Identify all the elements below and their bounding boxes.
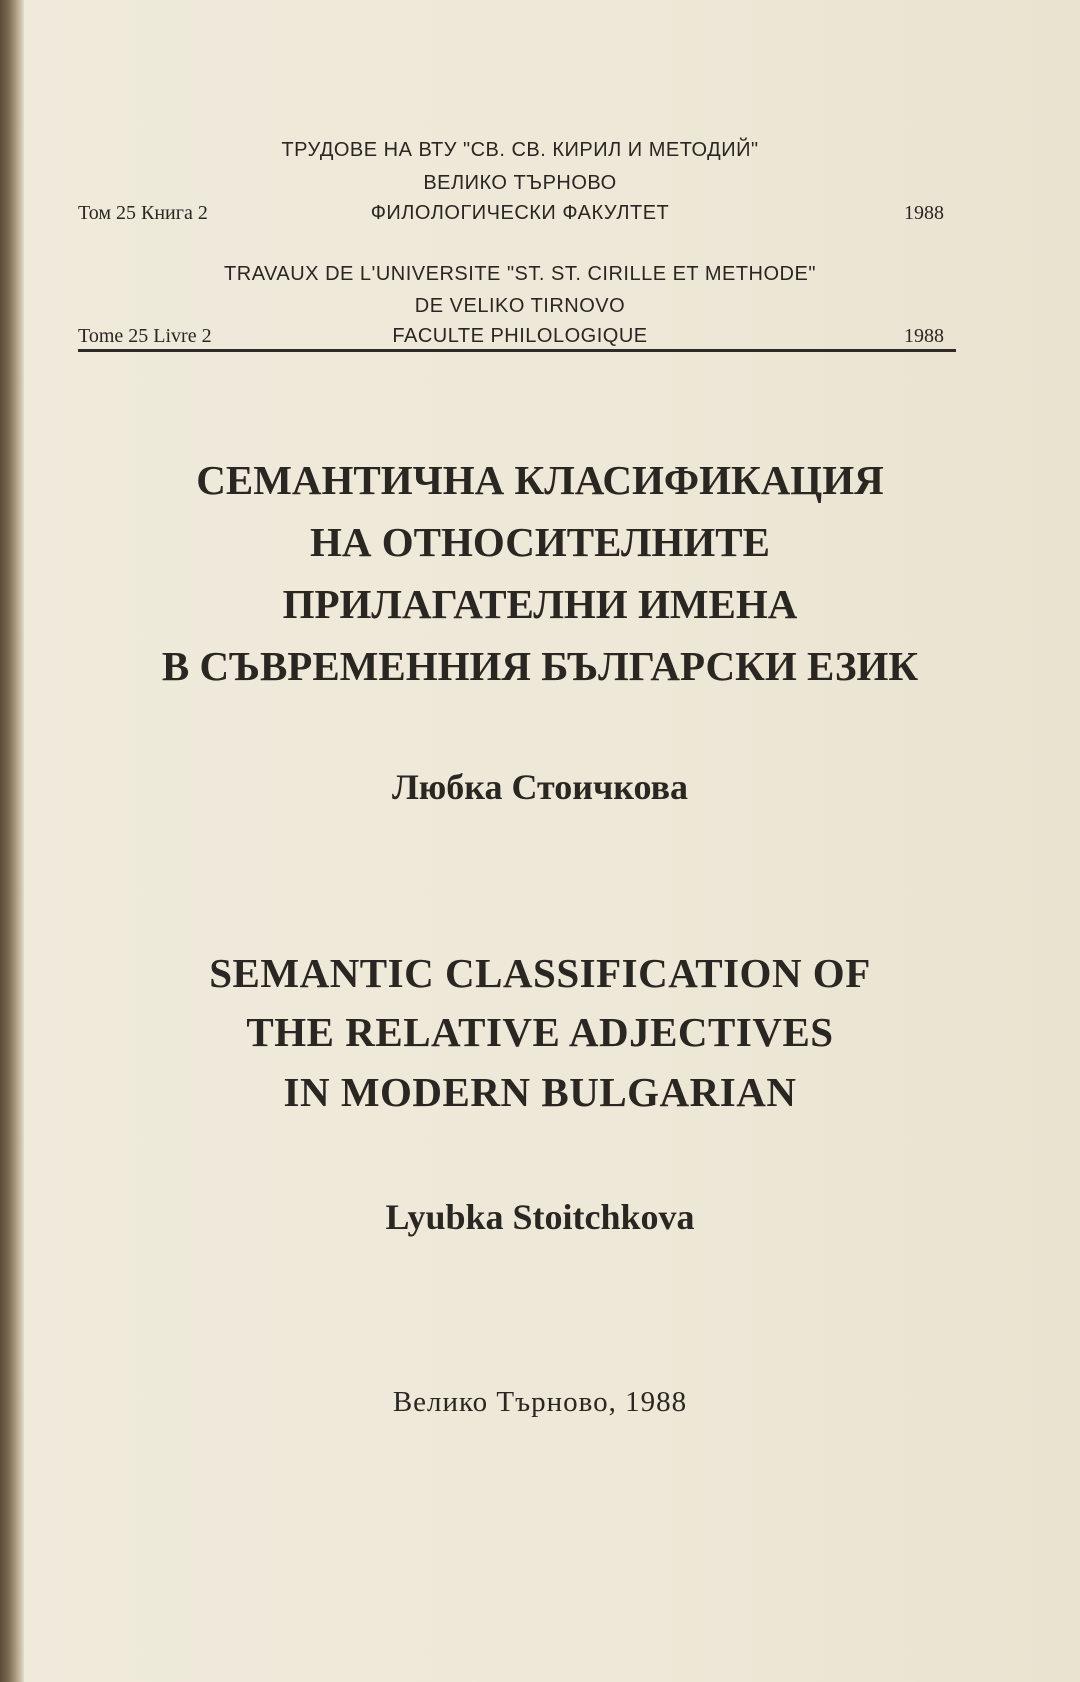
series-title-fr: TRAVAUX DE L'UNIVERSITE "ST. ST. CIRILLE ET METHODE" (224, 263, 816, 285)
series-city-fr: DE VELIKO TIRNOVO (414, 295, 626, 317)
volume-fr: Tome 25 Livre 2 (78, 325, 212, 347)
title-en-line-1: SEMANTIC CLASSIFICATION OF (209, 950, 871, 996)
title-bg-line-2: НА ОТНОСИТЕЛНИТЕ (310, 519, 770, 565)
year-fr: 1988 (904, 325, 944, 347)
volume-bg: Том 25 Книга 2 (78, 202, 208, 224)
imprint: Велико Търново, 1988 (392, 1386, 688, 1418)
title-en-line-3: IN MODERN BULGARIAN (283, 1069, 797, 1115)
header-divider (78, 349, 956, 352)
book-spine-shadow (0, 0, 24, 1682)
title-en-line-2: THE RELATIVE ADJECTIVES (246, 1009, 834, 1055)
title-bg-line-4: В СЪВРЕМЕННИЯ БЪЛГАРСКИ ЕЗИК (161, 643, 919, 689)
title-bg-line-1: СЕМАНТИЧНА КЛАСИФИКАЦИЯ (196, 457, 884, 503)
year-bg: 1988 (904, 202, 944, 224)
faculty-bg: ФИЛОЛОГИЧЕСКИ ФАКУЛТЕТ (370, 202, 670, 224)
author-en: Lyubka Stoitchkova (385, 1197, 695, 1237)
series-title-bg: ТРУДОВЕ НА ВТУ "СВ. СВ. КИРИЛ И МЕТОДИЙ" (281, 139, 759, 161)
faculty-fr: FACULTE PHILOLOGIQUE (392, 325, 648, 347)
author-bg: Любка Стоичкова (391, 767, 689, 807)
series-city-bg: ВЕЛИКО ТЪРНОВО (423, 172, 617, 194)
title-bg-line-3: ПРИЛАГАТЕЛНИ ИМЕНА (282, 581, 798, 627)
